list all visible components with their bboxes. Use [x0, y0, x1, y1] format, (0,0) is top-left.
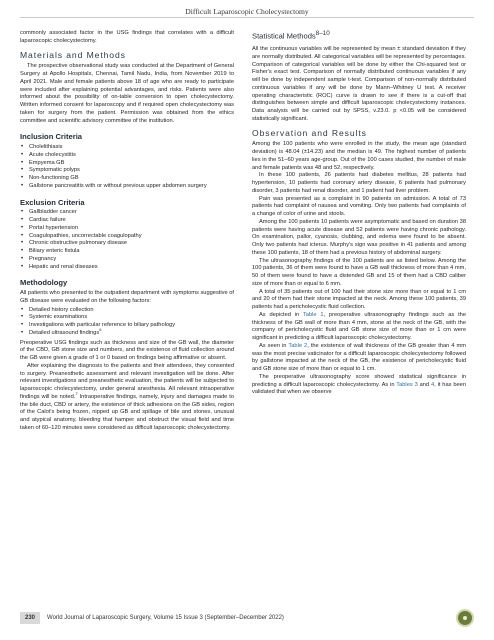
- inclusion-heading: Inclusion Criteria: [20, 132, 83, 142]
- intro-tail: commonly associated factor in the USG findings that correlates with a difficult laparoscopic cholecystectomy.: [20, 30, 234, 44]
- methodology-paragraph: [20, 363, 234, 433]
- methodology-paragraph: All patients who presented to the outpatient department with symptoms suggestive of GB disease were evaluated on the following factors:: [20, 290, 234, 304]
- results-paragraph: Pain was presented as a complaint in 90 patients on admission. A total of 73 patients had complaint of nausea and vomiting. Only two patients had complaints of a change of color of urine and stools.: [252, 195, 466, 217]
- paragraph-text: After explaining the diagnosis to the patients and their attendees, they consented to surgery. Preanesthetic assessment and relevant investigation will be done. After relevant investigations and preanesthetic evaluation, the patients will be subjected to laparoscopic cholecystectomy, under general anesthesia. All relevant intraoperative findings will be noted.: [20, 362, 234, 400]
- list-item: • Symptomatic polyps: [20, 167, 234, 175]
- exclusion-list: [20, 209, 234, 271]
- list-item: • Chronic obstructive pulmonary disease: [20, 240, 234, 248]
- table-3-link[interactable]: Tables 3: [396, 381, 418, 388]
- results-heading: Observation and Results: [252, 127, 367, 138]
- results-paragraph: The ultrasonography findings of the 100 patients are as listed below. Among the 100 patients, 36 of them were found to have a GB wall thickness of more than 4 mm, 50 of them were found to have a distended GB and 15 of them had a CBD caliber size of more than or equal to 6 mm.: [252, 257, 466, 287]
- logo-center: [463, 616, 467, 620]
- materials-paragraph: The prospective observational study was conducted at the Department of General Surgery at Apollo Hospitals, Chennai, Tamil Nadu, India, from November 2019 to April 2021. Male and female patients above 18 of age who are ready to participate were included after explaining potential advantages, and risks. Patients were also informed about the possibility of on-table conversion to open cholecystectomy. Written informed consent for laparoscopy and if required open cholecystectomy was taken for surgery from the patient. Permission was obtained from the ethics committee and scientific advisory committee of the institution.: [20, 63, 234, 124]
- journal-citation: World Journal of Laparoscopic Surgery, Volume 15 Issue 3 (September–December 2022): [47, 615, 284, 621]
- list-item: • Detailed history collection: [20, 307, 234, 315]
- right-column: [252, 46, 466, 397]
- methodology-paragraph: Preoperative USG findings such as thickness and size of the GB wall, the diameter of the CBD, GB stone size and numbers, and the existence of fluid collection around the GB were given a grade of 1 or 0 based on findings being affirmative or absent.: [20, 339, 234, 361]
- table-2-link[interactable]: Table 2: [288, 342, 308, 349]
- paragraph-text: and: [417, 381, 431, 388]
- list-item: • Cardiac failure: [20, 217, 234, 225]
- paragraph-text: The preoperative ultrasonography score showed statistical significance in predicting a difficult laparoscopic cholecystectomy. As in: [252, 373, 466, 388]
- list-item: • Cholelithiasis: [20, 144, 234, 152]
- inclusion-list: [20, 144, 234, 191]
- list-item: • Acute cholecystitis: [20, 152, 234, 160]
- citation: 8–10: [315, 30, 330, 37]
- paragraph-text: As depicted in: [259, 311, 303, 318]
- list-item: • Coagulopathies, uncorrectable coagulopathy: [20, 233, 234, 241]
- list-item: • Gallbladder cancer: [20, 209, 234, 217]
- methodology-heading: Methodology: [20, 278, 68, 288]
- paragraph-text: , the existence of wall thickness of the GB greater than 4 mm was the most precise vaticinator for a difficult laparoscopic cholecystectomy followed by gallstone impacted at the neck of the GB, the existence of pericholecystic fluid and GB stone size of more than or equal to 1 cm.: [252, 342, 466, 372]
- list-item: • Pregnancy: [20, 256, 234, 264]
- left-column: [20, 30, 234, 433]
- exclusion-heading: Exclusion Criteria: [20, 197, 85, 207]
- results-paragraph: Among the 100 patients 10 patients were asymptomatic and based on duration 38 patients were having acute disease and 52 patients were having chronic pathology. On examination, pallor, cyanosis, clubbing, and edema were found to be absent. Only two patients had icterus. Murphy's sign was positive in 41 patients and among these 100 patients, 18 of them had a previous history of abdominal surgery.: [252, 218, 466, 256]
- list-item-text: Detailed ultrasound findings: [29, 329, 100, 336]
- page-footer: [20, 611, 284, 625]
- paragraph-text: , preoperative ultrasonography findings such as the thickness of the GB wall of more than 4 mm, stone at the neck of the GB, with the company of pericholecystic fluid and GB stone size of more than or 1 cm were significant in predicting a difficult laparoscopic cholecystectomy.: [252, 311, 466, 341]
- method-list: [20, 307, 234, 338]
- results-paragraph: [252, 312, 466, 343]
- list-item: • Systemic examinations: [20, 314, 234, 322]
- list-item: • Non-functioning GB: [20, 175, 234, 183]
- results-paragraph: Among the 100 patients who were enrolled in the study, the mean age (standard deviation) is 48.04 (±14.23) and the median is 49. The highest number of patients lies in the 51–60 years age-group. Out of the 100 cases studied, the number of male and female patients was 48 and 52, respectively.: [252, 141, 466, 171]
- results-paragraph: A total of 35 patients out of 100 had their stone size more than or equal to 1 cm and 20 of them had their stone impacted at the neck. Among these 100 patients, 39 patients had a pericholecystic fluid collection.: [252, 288, 466, 310]
- list-item: • Biliary enteric fistula: [20, 248, 234, 256]
- stat-paragraph: All the continuous variables will be represented by mean ± standard deviation if they are normally distributed. All categorical variables will be represented by percentages. Comparison of categorical variables will be done by either the Chi-squared test or Fisher's exact test. Comparison of normally distributed continuous variables if any will be done by independent sample t-test. Comparison of non-normally distributed continuous variables if any will be done by Mann–Whitney U test. A receiver operating characteristic (ROC) curve is drawn to see if there is a cut-off that distinguishes between simple and difficult laparoscopic cholecystectomy instances. Data analysis will be carried out by SPSS, v.23.0. p <0.05 will be considered statistically significant.: [252, 46, 466, 122]
- paragraph-text: , it has been validated that when we observe: [252, 381, 466, 396]
- header-rule: [20, 17, 474, 18]
- list-item: • Empyema GB: [20, 160, 234, 168]
- running-head: Difficult Laparoscopic Cholecystectomy: [185, 7, 309, 16]
- results-paragraph: [252, 343, 466, 374]
- paragraph-text: As seen in: [259, 342, 289, 349]
- citation: 6: [99, 326, 102, 332]
- paragraph-text: Intraoperative findings, namely, injury and damages made to the bile duct, CBD or artery, the existence of thick adhesions on the GB sides, region of the Calot's being frozen, nipped up GB and spillage of bile and stones, unusual and atypical anatomy, bleeding that hamper and obstruct the visual field and time taken of 60–120 minutes were considered as difficult laparoscopic cholecystectomy.: [20, 393, 234, 431]
- page-number: 230: [20, 612, 40, 624]
- stat-heading-text: Statistical Methods: [252, 31, 316, 41]
- citation: 7: [75, 390, 78, 396]
- stat-heading: [252, 30, 330, 41]
- list-item: • Gallstone pancreatitis with or without previous upper abdomen surgery: [20, 183, 234, 191]
- results-paragraph: [252, 374, 466, 397]
- list-item: [20, 326, 234, 338]
- list-item: • Investigations with particular reference to biliary pathology: [20, 322, 234, 330]
- table-1-link[interactable]: Table 1: [302, 311, 324, 318]
- table-4-link[interactable]: 4: [430, 381, 435, 388]
- results-paragraph: In these 100 patients, 26 patients had diabetes mellitus, 28 patients had hypertension, 10 patients had coronary artery disease, 6 patients had pulmonary disorder, 3 patients had renal disorder, and 1 patient had liver problem.: [252, 172, 466, 194]
- materials-heading: Materials and Methods: [20, 49, 126, 60]
- list-item: • Portal hypertension: [20, 225, 234, 233]
- publisher-logo-icon: [456, 609, 474, 627]
- list-item: • Hepatic and renal diseases: [20, 264, 234, 272]
